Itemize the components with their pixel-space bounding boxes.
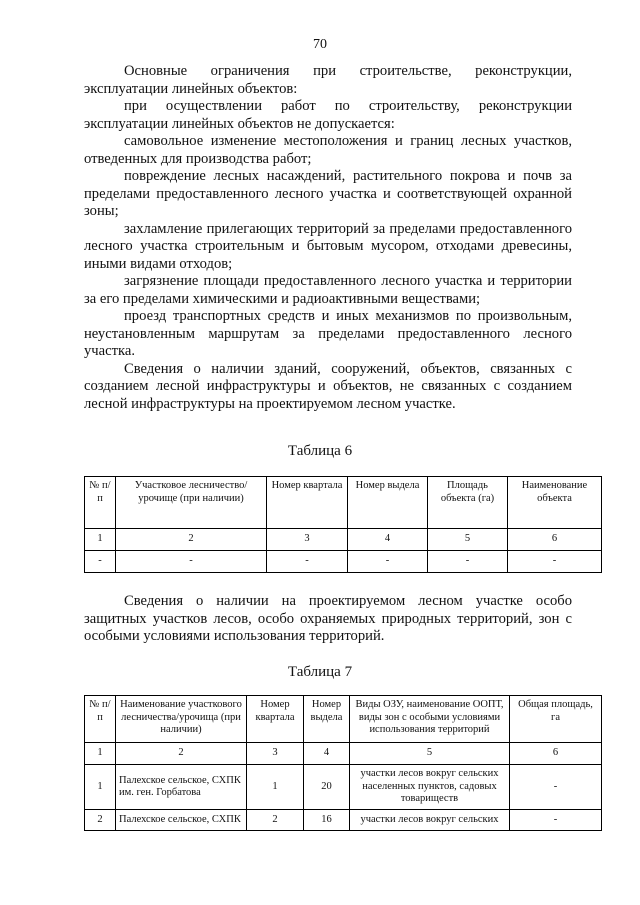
page-number: 70 [313, 37, 327, 52]
table-7 [84, 695, 602, 831]
paragraph: Основные ограничения при строительстве, реконструкции, эксплуатации линейных объектов: [84, 63, 572, 97]
header-cell: № п/п [85, 696, 116, 743]
table-7-caption: Таблица 7 [287, 664, 353, 680]
header-cell: Площадь объекта (га) [428, 477, 508, 529]
table-cell: 3 [247, 743, 304, 765]
table-cell: 1 [85, 765, 116, 810]
header-cell: Виды ОЗУ, наименование ООПТ, виды зон с особыми условиями использования территорий [350, 696, 510, 743]
paragraph: повреждение лесных насаждений, растительного покрова и почв за пределами предоставленного лесного участка и соответствующей охранной зоны; [84, 168, 572, 219]
header-cell: Наименование объекта [508, 477, 602, 529]
restrictions-text [84, 63, 572, 413]
table-cell: - [348, 551, 428, 573]
header-cell: № п/п [85, 477, 116, 529]
header-cell: Номер выдела [304, 696, 350, 743]
paragraph: захламление прилегающих территорий за пределами предоставленного лесного участка строительным и бытовым мусором, отходами древесины, иными видами отходов; [84, 220, 572, 272]
table-cell: 4 [304, 743, 350, 765]
table-cell: 2 [116, 743, 247, 765]
table-cell: - [116, 551, 267, 573]
table-cell: 1 [85, 529, 116, 551]
table-cell: 5 [428, 529, 508, 551]
table-cell: 6 [508, 529, 602, 551]
table-header-row [85, 477, 602, 529]
table-cell: - [267, 551, 348, 573]
table-cell: 2 [85, 810, 116, 831]
table-cell: - [510, 765, 602, 810]
header-cell: Номер квартала [267, 477, 348, 529]
table-cell: 1 [247, 765, 304, 810]
table-row [85, 810, 602, 831]
column-number-row [85, 743, 602, 765]
paragraph: Сведения о наличии зданий, сооружений, объектов, связанных с созданием лесной инфраструктуры и объектов, не связанных с созданием лесной инфраструктуры на проектируемом лесном участке. [84, 360, 572, 412]
table-cell: - [510, 810, 602, 831]
header-cell: Наименование участкового лесничества/урочища (при наличии) [116, 696, 247, 743]
table-cell: Палехское сельское, СХПК им. ген. Горбатова [116, 765, 247, 810]
table-cell: участки лесов вокруг сельских населенных пунктов, садовых товариществ [350, 765, 510, 810]
paragraph: самовольное изменение местоположения и границ лесных участков, отведенных для производства работ; [84, 133, 572, 167]
table-cell: 3 [267, 529, 348, 551]
table-row [85, 765, 602, 810]
table-row [85, 551, 602, 573]
table-cell: 16 [304, 810, 350, 831]
paragraph: Сведения о наличии на проектируемом лесном участке особо защитных участков лесов, особо охраняемых природных территорий, зон с особыми условиями использования территорий. [84, 593, 572, 644]
paragraph: проезд транспортных средств и иных механизмов по произвольным, неустановленным маршрутам за пределами предоставленного лесного участка. [84, 308, 572, 359]
table-6 [84, 476, 602, 573]
table-6-caption: Таблица 6 [287, 443, 353, 459]
paragraph: загрязнение площади предоставленного лесного участка и территории за его пределами химическими и радиоактивными веществами; [84, 273, 572, 307]
protected-areas-text [84, 593, 572, 646]
header-cell: Участковое лесничество/урочище (при наличии) [116, 477, 267, 529]
table-cell: - [508, 551, 602, 573]
table-cell: Палехское сельское, СХПК [116, 810, 247, 831]
table-cell: участки лесов вокруг сельских [350, 810, 510, 831]
table-cell: 1 [85, 743, 116, 765]
table-cell: 5 [350, 743, 510, 765]
column-number-row [85, 529, 602, 551]
table-header-row [85, 696, 602, 743]
paragraph: при осуществлении работ по строительству, реконструкции эксплуатации линейных объектов не допускается: [84, 98, 572, 132]
table-cell: 2 [247, 810, 304, 831]
table-cell: 20 [304, 765, 350, 810]
table-cell: 6 [510, 743, 602, 765]
table-cell: 4 [348, 529, 428, 551]
table-cell: - [428, 551, 508, 573]
header-cell: Общая площадь, га [510, 696, 602, 743]
header-cell: Номер выдела [348, 477, 428, 529]
table-cell: - [85, 551, 116, 573]
table-cell: 2 [116, 529, 267, 551]
header-cell: Номер квартала [247, 696, 304, 743]
